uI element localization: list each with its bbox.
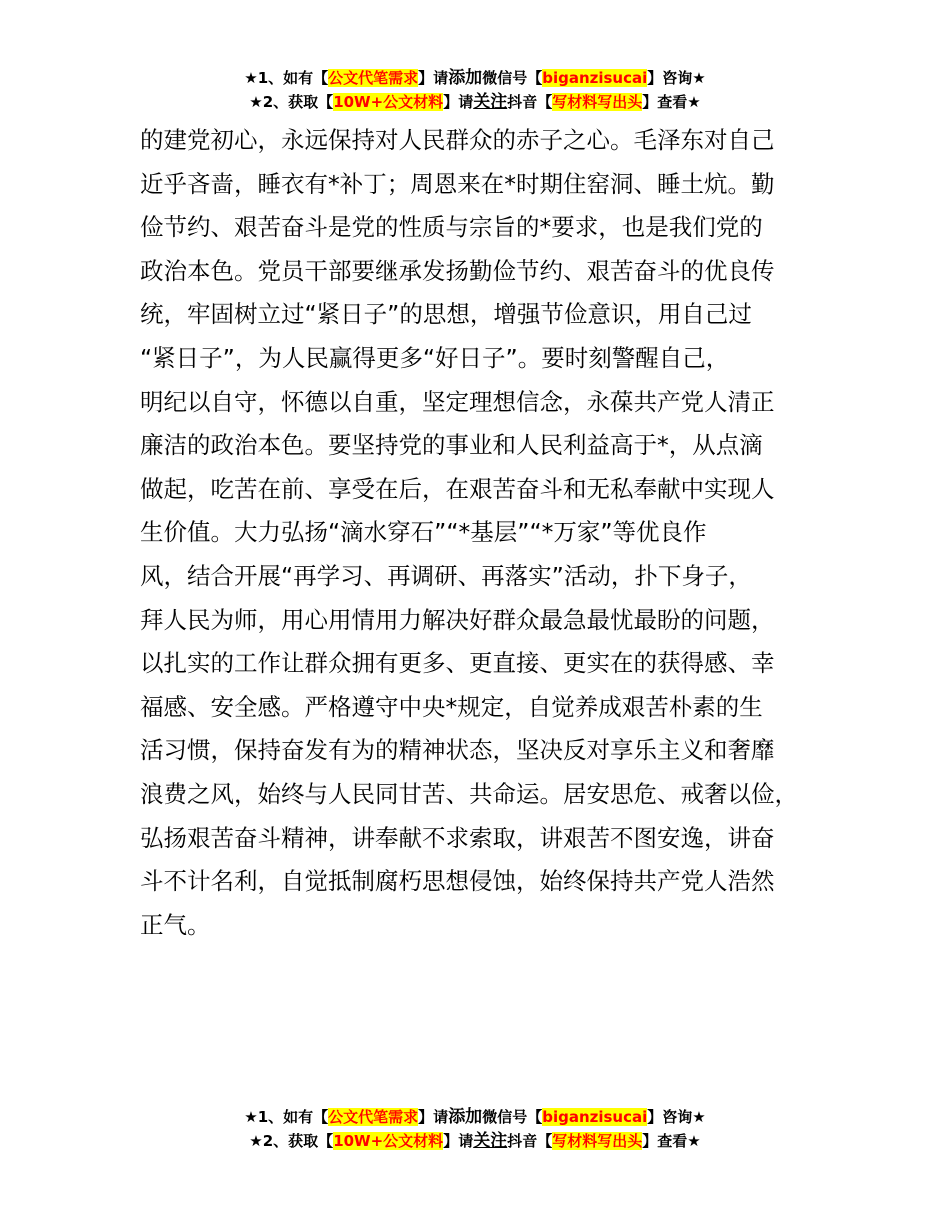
service-highlight: 公文代笔需求 xyxy=(328,1108,419,1126)
body-line: 弘扬艰苦奋斗精神，讲奉献不求索取，讲艰苦不图安逸，讲奋 xyxy=(140,823,775,852)
body-line: 政治本色。党员干部要继承发扬勤俭节约、艰苦奋斗的优良传 xyxy=(140,256,775,285)
header-line-2-mid: 】请 xyxy=(443,93,474,111)
body-line: 拜人民为师，用心用情用力解决好群众最急最忧最盼的问题， xyxy=(140,605,775,634)
footer-line-2-emphasis: 关注 xyxy=(473,1131,508,1151)
footer-line-2 xyxy=(0,1129,950,1153)
header-line-1 xyxy=(0,66,950,90)
douyin-account-highlight: 写材料写出头 xyxy=(552,93,643,111)
header-line-2-suffix: 】查看★ xyxy=(642,93,701,111)
body-line: 统，牢固树立过“紧日子”的思想，增强节俭意识，用自己过 xyxy=(140,300,752,329)
header-line-2-prefix: ★2、获取【 xyxy=(249,93,334,111)
header-line-1-emphasis: 添加 xyxy=(448,68,483,88)
header-line-2 xyxy=(0,90,950,114)
footer-line-2-mid2: 抖音【 xyxy=(507,1132,553,1150)
body-line: 斗不计名利，自觉抵制腐朽思想侵蚀，始终保持共产党人浩然 xyxy=(140,867,775,896)
body-line: 以扎实的工作让群众拥有更多、更直接、更实在的获得感、幸 xyxy=(140,649,775,678)
header-line-1-prefix: ★1、如有【 xyxy=(244,69,329,87)
footer-line-1 xyxy=(0,1105,950,1129)
footer-line-1-mid: 】请 xyxy=(418,1108,449,1126)
header-line-1-suffix: 】咨询★ xyxy=(647,69,706,87)
body-line: “紧日子”，为人民赢得更多“好日子”。要时刻警醒自己， xyxy=(140,343,730,372)
body-line: 生价值。大力弘扬“滴水穿石”“*基层”“*万家”等优良作 xyxy=(140,518,707,547)
footer-line-1-prefix: ★1、如有【 xyxy=(244,1108,329,1126)
footer-banner xyxy=(0,1105,950,1153)
footer-line-2-prefix: ★2、获取【 xyxy=(249,1132,334,1150)
header-line-1-mid2: 微信号【 xyxy=(482,69,543,87)
body-line: 福感、安全感。严格遵守中央*规定，自觉养成艰苦朴素的生 xyxy=(140,692,763,721)
body-line: 做起，吃苦在前、享受在后，在艰苦奋斗和无私奉献中实现人 xyxy=(140,474,775,503)
footer-line-1-mid2: 微信号【 xyxy=(482,1108,543,1126)
materials-highlight: 10W+公文材料 xyxy=(333,93,444,111)
douyin-account-highlight: 写材料写出头 xyxy=(552,1132,643,1150)
body-line: 风，结合开展“再学习、再调研、再落实”活动，扑下身子， xyxy=(140,561,752,590)
header-line-2-mid2: 抖音【 xyxy=(507,93,553,111)
body-line: 活习惯，保持奋发有为的精神状态，坚决反对享乐主义和奢靡 xyxy=(140,736,775,765)
document-body xyxy=(140,119,840,947)
footer-line-2-mid: 】请 xyxy=(443,1132,474,1150)
body-line: 俭节约、艰苦奋斗是党的性质与宗旨的*要求，也是我们党的 xyxy=(140,213,763,242)
body-line: 浪费之风，始终与人民同甘苦、共命运。居安思危、戒奢以俭， xyxy=(140,779,798,808)
body-line: 正气。 xyxy=(140,910,211,939)
footer-line-1-suffix: 】咨询★ xyxy=(647,1108,706,1126)
header-line-2-emphasis: 关注 xyxy=(473,92,508,112)
footer-line-1-emphasis: 添加 xyxy=(448,1107,483,1127)
body-line: 的建党初心，永远保持对人民群众的赤子之心。毛泽东对自己 xyxy=(140,126,775,154)
materials-highlight: 10W+公文材料 xyxy=(333,1132,444,1150)
wechat-id-highlight: biganzisucai xyxy=(542,69,648,87)
wechat-id-highlight: biganzisucai xyxy=(542,1108,648,1126)
footer-line-2-suffix: 】查看★ xyxy=(642,1132,701,1150)
service-highlight: 公文代笔需求 xyxy=(328,69,419,87)
header-banner xyxy=(0,66,950,114)
body-line: 明纪以自守，怀德以自重，坚定理想信念，永葆共产党人清正 xyxy=(140,387,775,416)
body-line: 廉洁的政治本色。要坚持党的事业和人民利益高于*，从点滴 xyxy=(140,431,763,460)
header-line-1-mid: 】请 xyxy=(418,69,449,87)
body-line: 近乎吝啬，睡衣有*补丁；周恩来在*时期住窑洞、睡土炕。勤 xyxy=(140,169,775,198)
